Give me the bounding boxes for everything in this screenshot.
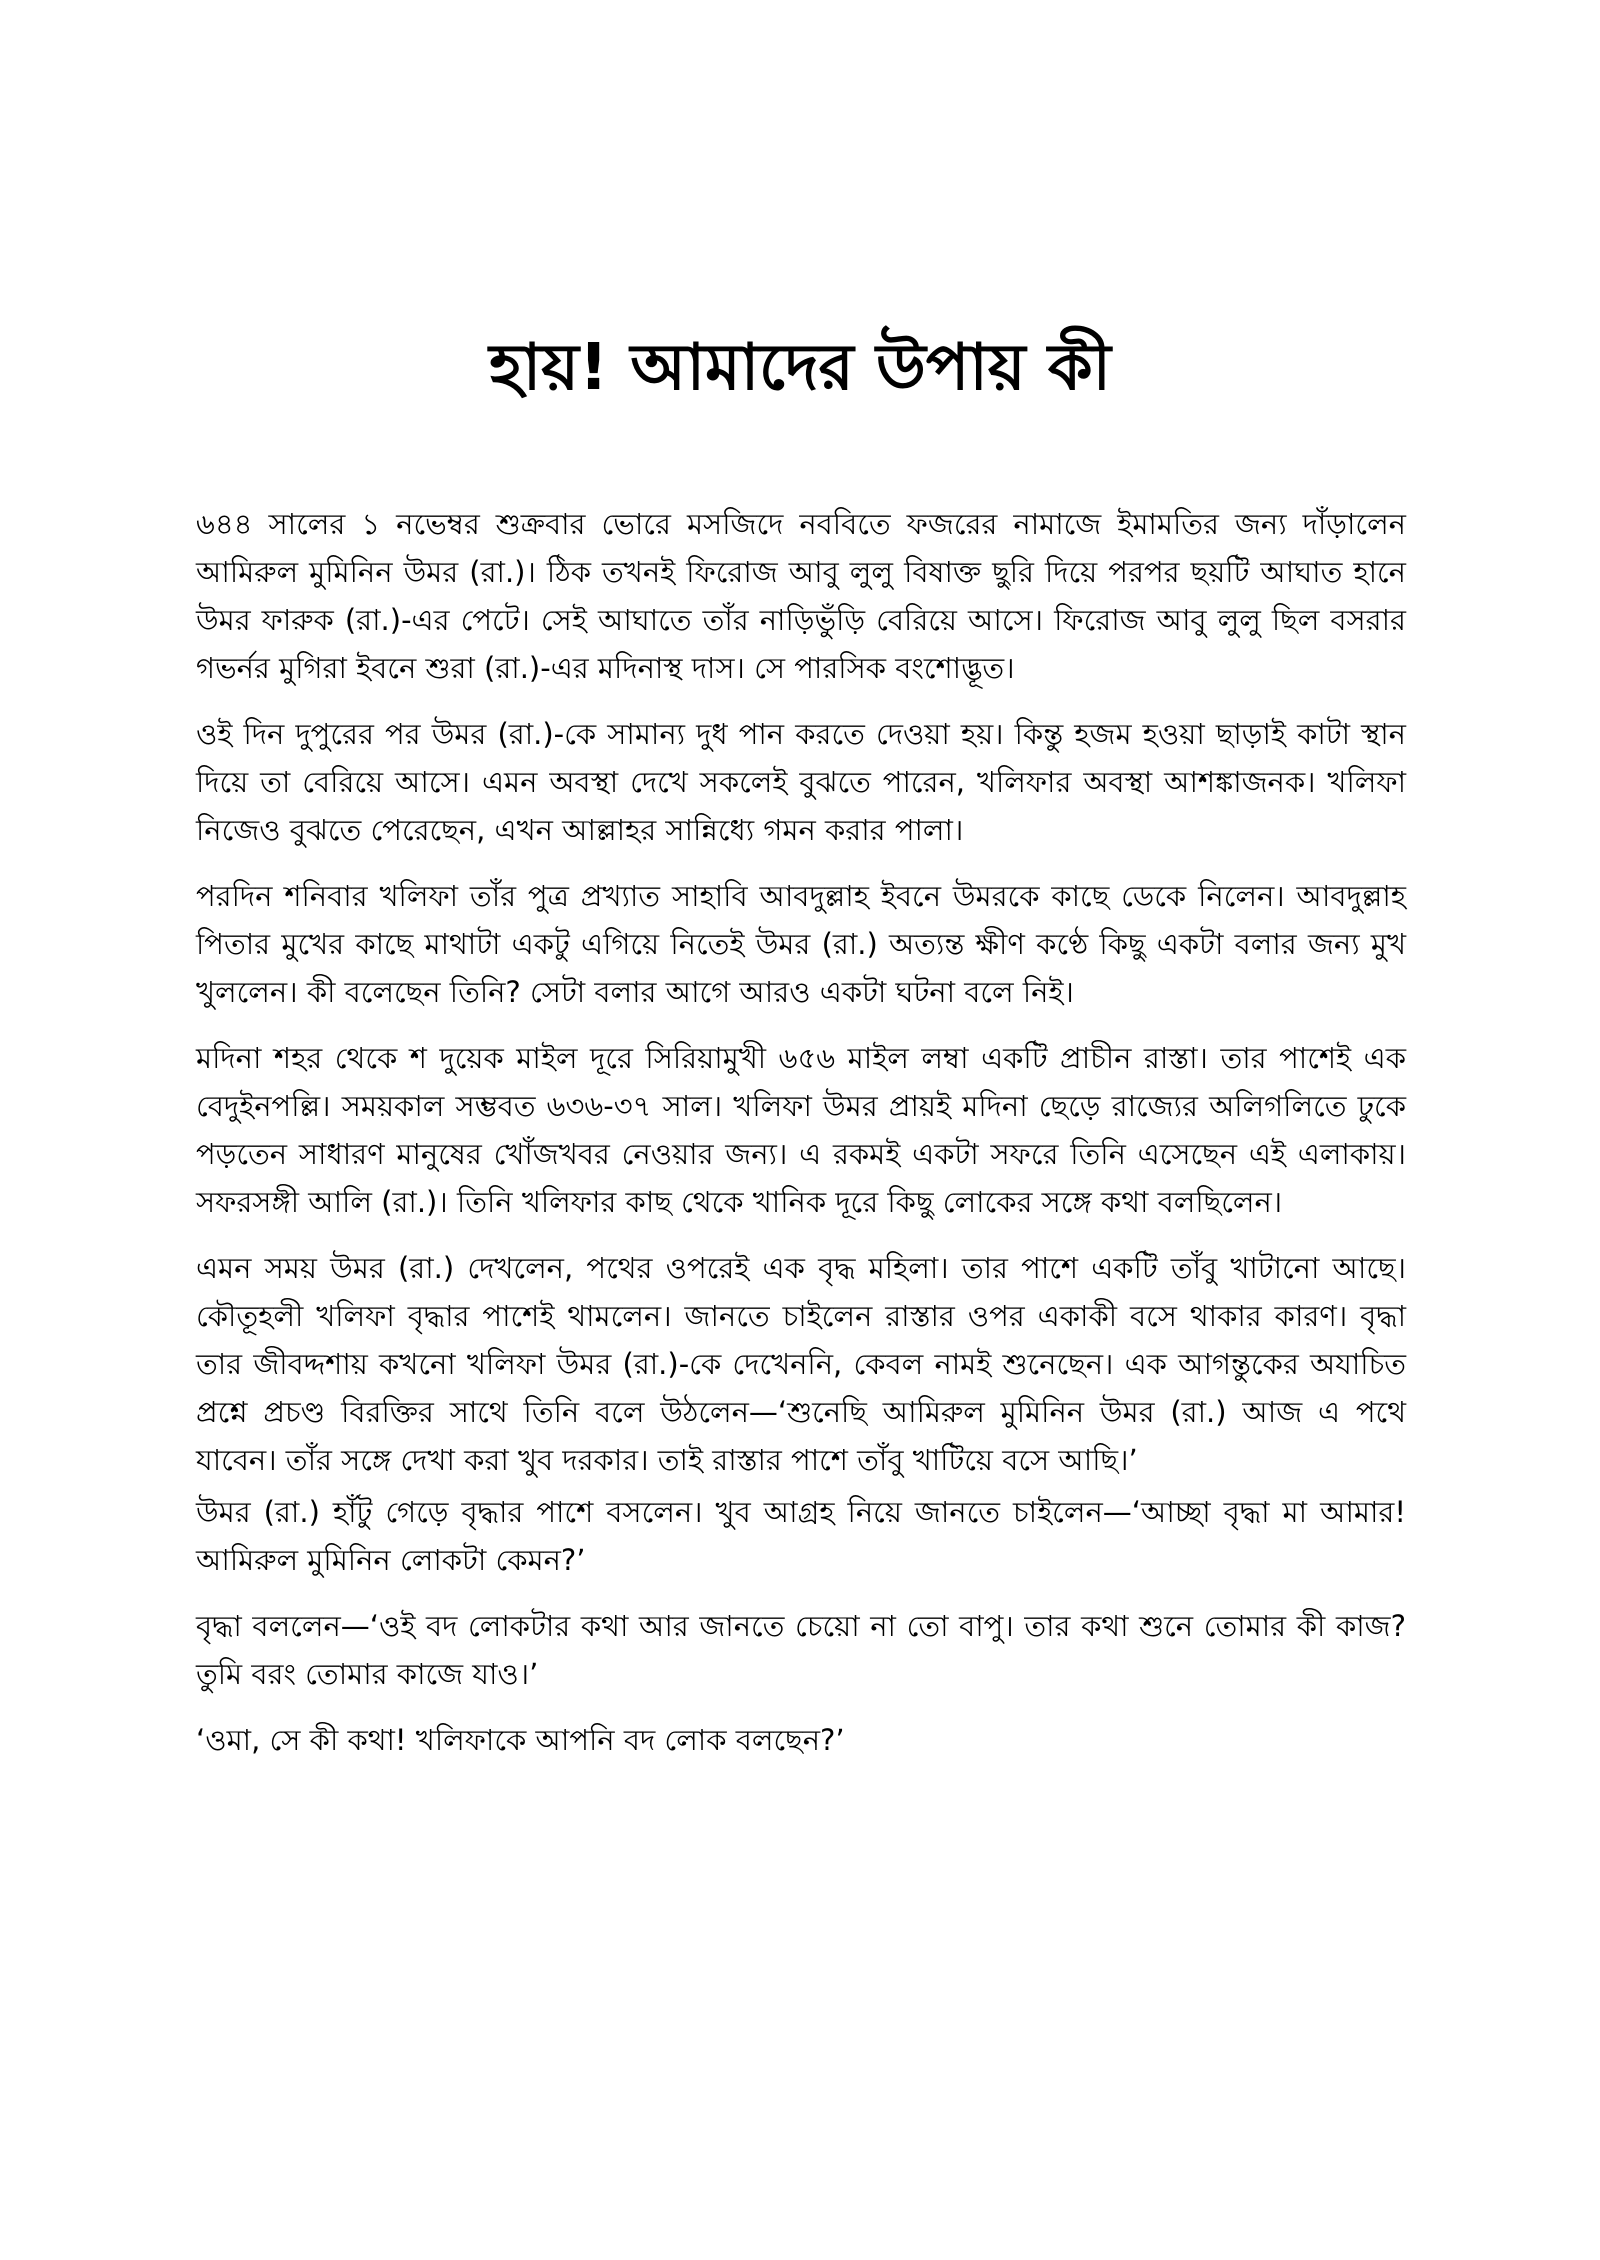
paragraph-7: বৃদ্ধা বললেন—‘ওই বদ লোকটার কথা আর জানতে চেয়ো না তো বাপু। তার কথা শুনে তোমার কী কাজ? তুমি বরং তোমার কাজে যাও।’ <box>196 1609 1406 1691</box>
paragraph-6: উমর (রা.) হাঁটু গেড়ে বৃদ্ধার পাশে বসলেন। খুব আগ্রহ নিয়ে জানতে চাইলেন—‘আচ্ছা বৃদ্ধা মা আমার! আমিরুল মুমিনিন লোকটা কেমন?’ <box>196 1495 1406 1577</box>
paragraph-8: ‘ওমা, সে কী কথা! খলিফাকে আপনি বদ লোক বলছেন?’ <box>196 1723 845 1757</box>
paragraph-4: মদিনা শহর থেকে শ দুয়েক মাইল দূরে সিরিয়ামুখী ৬৫৬ মাইল লম্বা একটি প্রাচীন রাস্তা। তার পাশেই এক বেদুইনপল্লি। সময়কাল সম্ভবত ৬৩৬-৩৭ সাল। খলিফা উমর প্রায়ই মদিনা ছেড়ে রাজ্যের অলিগলিতে ঢুকে পড়তেন সাধারণ মানুষের খোঁজখবর নেওয়ার জন্য। এ রকমই একটা সফরে তিনি এসেছেন এই এলাকায়। সফরসঙ্গী আলি (রা.)। তিনি খলিফার কাছ থেকে খানিক দূরে কিছু লোকের সঙ্গে কথা বলছিলেন। <box>196 1041 1406 1219</box>
page-title: হায়! আমাদের উপায় কী <box>489 331 1111 405</box>
paragraph-5: এমন সময় উমর (রা.) দেখলেন, পথের ওপরেই এক বৃদ্ধ মহিলা। তার পাশে একটি তাঁবু খাটানো আছে। কৌতূহলী খলিফা বৃদ্ধার পাশেই থামলেন। জানতে চাইলেন রাস্তার ওপর একাকী বসে থাকার কারণ। বৃদ্ধা তার জীবদ্দশায় কখনো খলিফা উমর (রা.)-কে দেখেননি, কেবল নামই শুনেছেন। এক আগন্তুকের অযাচিত প্রশ্নে প্রচণ্ড বিরক্তির সাথে তিনি বলে উঠলেন—‘শুনেছি আমিরুল মুমিনিন উমর (রা.) আজ এ পথে যাবেন। তাঁর সঙ্গে দেখা করা খুব দরকার। তাই রাস্তার পাশে তাঁবু খাটিয়ে বসে আছি।’ <box>196 1251 1406 1477</box>
paragraph-3: পরদিন শনিবার খলিফা তাঁর পুত্র প্রখ্যাত সাহাবি আবদুল্লাহ ইবনে উমরকে কাছে ডেকে নিলেন। আবদুল্লাহ পিতার মুখের কাছে মাথাটা একটু এগিয়ে নিতেই উমর (রা.) অত্যন্ত ক্ষীণ কণ্ঠে কিছু একটা বলার জন্য মুখ খুললেন। কী বলেছেন তিনি? সেটা বলার আগে আরও একটা ঘটনা বলে নিই। <box>196 879 1406 1009</box>
paragraph-1: ৬৪৪ সালের ১ নভেম্বর শুক্রবার ভোরে মসজিদে নববিতে ফজরের নামাজে ইমামতির জন্য দাঁড়ালেন আমিরুল মুমিনিন উমর (রা.)। ঠিক তখনই ফিরোজ আবু লুলু বিষাক্ত ছুরি দিয়ে পরপর ছয়টি আঘাত হানে উমর ফারুক (রা.)-এর পেটে। সেই আঘাতে তাঁর নাড়িভুঁড়ি বেরিয়ে আসে। ফিরোজ আবু লুলু ছিল বসরার গভর্নর মুগিরা ইবনে শুরা (রা.)-এর মদিনাস্থ দাস। সে পারসিক বংশোদ্ভূত। <box>196 507 1406 685</box>
body-text <box>196 500 1406 1782</box>
paragraph-2: ওই দিন দুপুরের পর উমর (রা.)-কে সামান্য দুধ পান করতে দেওয়া হয়। কিন্তু হজম হওয়া ছাড়াই কাটা স্থান দিয়ে তা বেরিয়ে আসে। এমন অবস্থা দেখে সকলেই বুঝতে পারেন, খলিফার অবস্থা আশঙ্কাজনক। খলিফা নিজেও বুঝতে পেরেছেন, এখন আল্লাহর সান্নিধ্যে গমন করার পালা। <box>196 717 1406 847</box>
